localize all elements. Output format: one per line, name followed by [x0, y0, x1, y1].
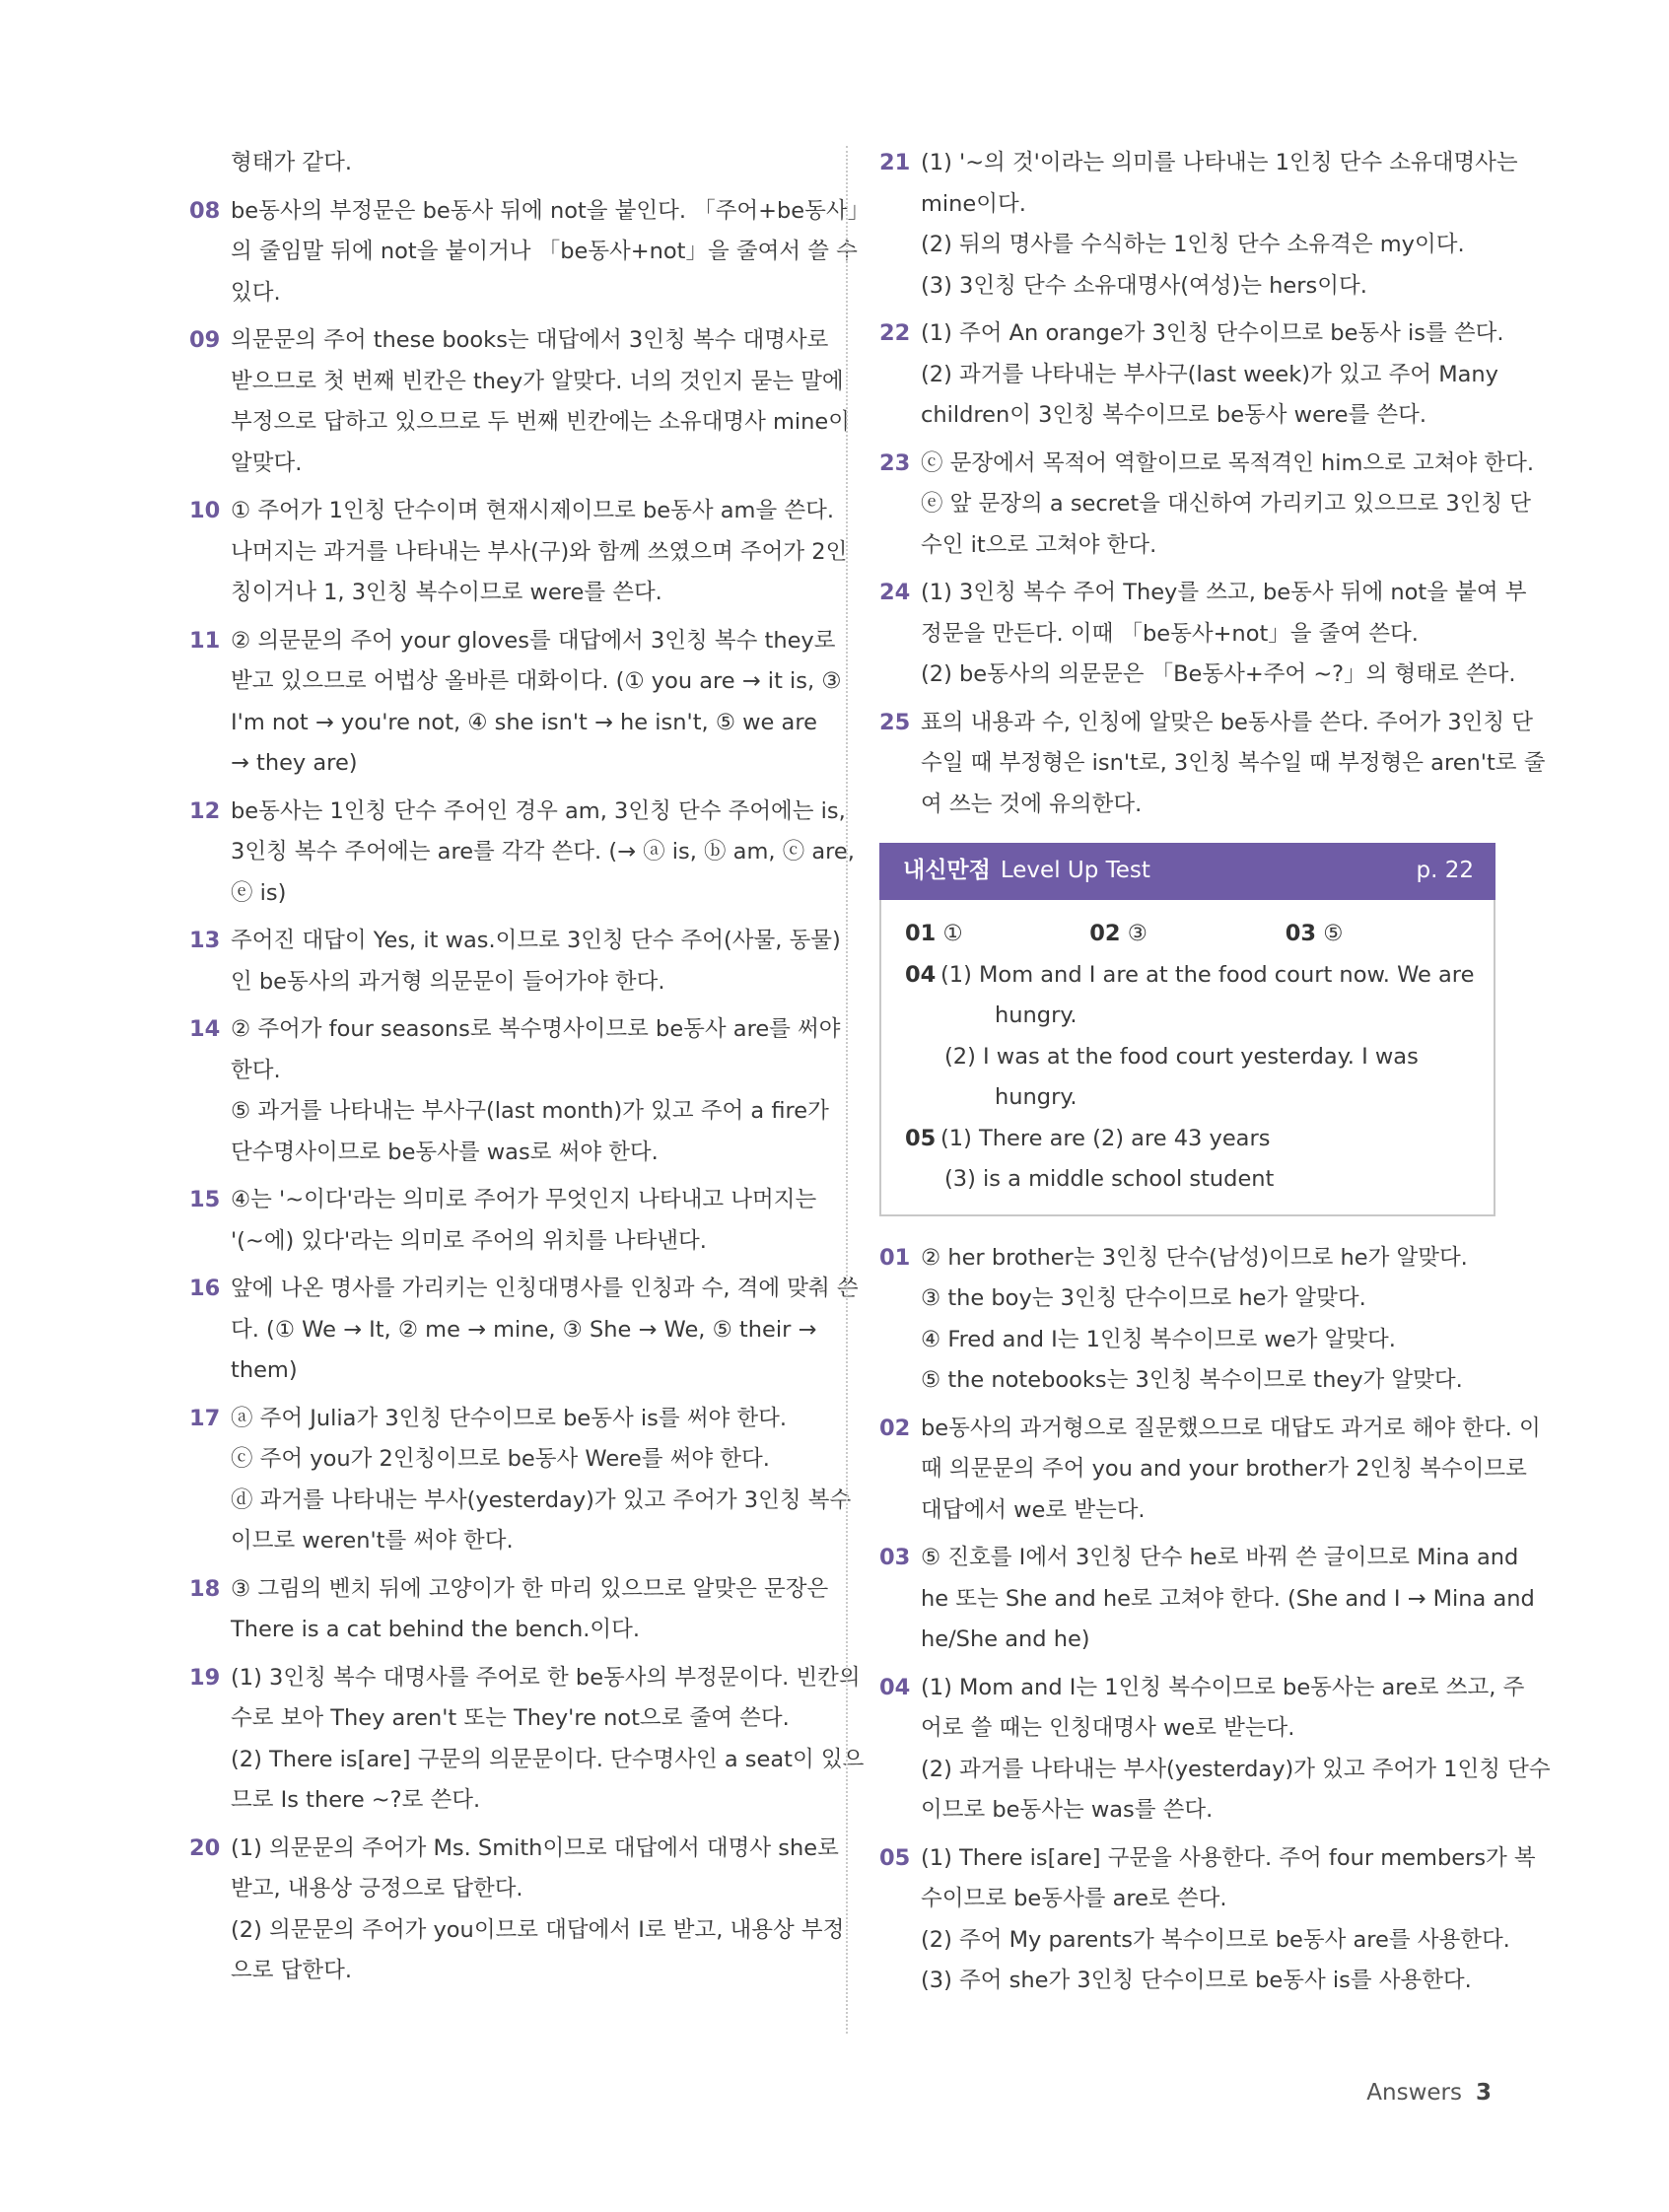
answer-item [189, 1658, 865, 1822]
left-answer-list [189, 143, 870, 1992]
level-up-test-header [879, 843, 1495, 900]
answer-number: 03 [879, 1545, 911, 1570]
box-page-ref: p. 22 [1416, 858, 1474, 884]
explanation-line: 의 줄임말 뒤에 not을 붙이거나 「be동사+not」을 줄여서 쓸 수 [231, 239, 858, 264]
explanation-line: ② 주어가 four seasons로 복수명사이므로 be동사 are를 써야 [231, 1016, 841, 1042]
answer-item [879, 1238, 1495, 1402]
explanation-line: 인 be동사의 과거형 의문문이 들어가야 한다. [231, 968, 665, 995]
quick-answers-row [905, 914, 1470, 955]
explanation-line: (1) '~의 것'이라는 의미를 나타내는 1인칭 단수 소유대명사는 [921, 150, 1518, 175]
answer-item [879, 573, 1527, 696]
quick-answer-04 [905, 955, 1475, 1119]
explanation-line: be동사의 과거형으로 질문했으므로 대답도 과거로 해야 한다. 이 [921, 1415, 1541, 1441]
explanation-line: (1) Mom and I는 1인칭 복수이므로 be동사는 are로 쓰고, 주 [921, 1674, 1525, 1700]
explanation-line: 받고 있으므로 어법상 올바른 대화이다. (① you are → it is, ③ [231, 668, 842, 694]
explanation-line: ④ Fred and I는 1인칭 복수이므로 we가 알맞다. [921, 1326, 1396, 1352]
answer-number: 22 [879, 320, 911, 346]
page-footer [1366, 2080, 1492, 2106]
explanation-line: ⓒ 문장에서 목적어 역할이므로 목적격인 him으로 고쳐야 한다. [921, 449, 1535, 476]
answer-item [189, 1180, 817, 1262]
explanation-line: 이므로 weren't를 써야 한다. [231, 1528, 514, 1554]
explanation-line: 칭이거나 1, 3인칭 복수이므로 were를 쓴다. [231, 580, 662, 605]
explanation-line: 형태가 같다. [231, 150, 352, 175]
explanation-line: ⓔ is) [231, 879, 287, 906]
answer-value: ⑤ [1323, 921, 1344, 946]
answer-number: 18 [189, 1575, 221, 1602]
explanation-line: ⓐ 주어 Julia가 3인칭 단수이므로 be동사 is를 써야 한다. [231, 1405, 787, 1431]
explanation-line: 대답에서 we로 받는다. [921, 1496, 1146, 1523]
explanation-line: → they are) [231, 750, 358, 776]
answer-item [189, 792, 855, 915]
answer-number: 23 [879, 449, 911, 476]
explanation-line: '(~에) 있다'라는 의미로 주어의 위치를 나타낸다. [231, 1227, 707, 1254]
answer-line: (2) I was at the food court yesterday. I was [944, 1043, 1419, 1070]
explanation-line: 한다. [231, 1057, 281, 1083]
quick-answer-01 [905, 914, 1089, 955]
quick-answer-05 [905, 1119, 1470, 1201]
answer-number: 24 [879, 580, 911, 605]
explanation-line: ⑤ the notebooks는 3인칭 복수이므로 they가 알맞다. [921, 1367, 1463, 1393]
explanation-line: 의문문의 주어 these books는 대답에서 3인칭 복수 대명사로 [231, 327, 829, 353]
answer-number: 14 [189, 1016, 221, 1042]
explanation-line: 3인칭 복수 주어에는 are를 각각 쓴다. (→ ⓐ is, ⓑ am, ⓒ are, [231, 839, 855, 864]
explanation-line: he 또는 She and he로 고쳐야 한다. (She and I → Mina and [921, 1585, 1535, 1612]
right-answer-list-top [879, 143, 1546, 825]
explanation-line: ⑤ 과거를 나타내는 부사구(last month)가 있고 주어 a fire가 [231, 1098, 829, 1124]
answer-number: 25 [879, 709, 911, 735]
explanation-line: (2) 의문문의 주어가 you이므로 대답에서 I로 받고, 내용상 부정 [231, 1916, 845, 1943]
explanation-line: (3) 3인칭 단수 소유대명사(여성)는 hers이다. [921, 272, 1367, 299]
explanation-line: 주어진 대답이 Yes, it was.이므로 3인칭 단수 주어(사물, 동물) [231, 928, 841, 953]
explanation-line: 부정으로 답하고 있으므로 두 번째 빈칸에는 소유대명사 mine이 [231, 409, 850, 435]
explanation-line: ③ the boy는 3인칭 단수이므로 he가 알맞다. [921, 1285, 1366, 1311]
explanation-line: 여 쓰는 것에 유의한다. [921, 791, 1143, 817]
answer-item [879, 143, 1518, 307]
explanation-line: 알맞다. [231, 449, 303, 476]
answer-item [879, 1409, 1541, 1532]
answer-number: 19 [189, 1664, 221, 1691]
page-number: 3 [1475, 2080, 1492, 2106]
answer-number: 04 [879, 1674, 911, 1700]
answer-item [879, 444, 1535, 567]
answer-item [189, 143, 808, 184]
explanation-line: 으로 답한다. [231, 1958, 352, 1983]
answer-item [189, 1569, 829, 1651]
answer-item [879, 1538, 1535, 1661]
explanation-line: 수이므로 be동사를 are로 쓴다. [921, 1886, 1227, 1911]
explanation-line: be동사의 부정문은 be동사 뒤에 not을 붙인다. 「주어+be동사」 [231, 197, 870, 224]
box-title-rest: Level Up Test [1000, 858, 1150, 884]
answer-number: 21 [879, 150, 911, 175]
explanation-line: ⓓ 과거를 나타내는 부사(yesterday)가 있고 주어가 3인칭 복수 [231, 1486, 852, 1513]
quick-answer-02 [1089, 914, 1286, 955]
right-column [879, 143, 1551, 2009]
level-up-test-answers [879, 900, 1495, 1216]
explanation-line: 므로 Is there ~?로 쓴다. [231, 1787, 481, 1813]
explanation-line: be동사는 1인칭 단수 주어인 경우 am, 3인칭 단수 주어에는 is, [231, 797, 846, 824]
explanation-line: children이 3인칭 복수이므로 be동사 were를 쓴다. [921, 402, 1427, 428]
answer-line: hungry. [995, 1084, 1078, 1110]
answer-number: 16 [189, 1276, 221, 1301]
explanation-line: 정문을 만든다. 이때 「be동사+not」을 줄여 쓴다. [921, 620, 1419, 647]
explanation-line: (3) 주어 she가 3인칭 단수이므로 be동사 is를 사용한다. [921, 1968, 1472, 1993]
box-title [903, 851, 1150, 892]
answer-number: 04 [905, 961, 937, 988]
answer-item [189, 1009, 841, 1173]
answer-number: 12 [189, 797, 221, 824]
explanation-line: 있다. [231, 279, 281, 306]
explanation-line: (2) There is[are] 구문의 의문문이다. 단수명사인 a seat이 있으 [231, 1746, 865, 1772]
explanation-line: (1) 3인칭 복수 주어 They를 쓰고, be동사 뒤에 not을 붙여 부 [921, 580, 1527, 605]
left-column [189, 143, 870, 1999]
answer-item [879, 313, 1504, 437]
answer-number: 05 [879, 1844, 911, 1871]
explanation-line: ④는 '~이다'라는 의미로 주어가 무엇인지 나타내고 나머지는 [231, 1187, 817, 1212]
answer-value: ③ [1127, 921, 1147, 946]
explanation-line: 단수명사이므로 be동사를 was로 써야 한다. [231, 1139, 659, 1165]
explanation-line: 이므로 be동사는 was를 쓴다. [921, 1797, 1214, 1823]
answer-item [189, 491, 848, 614]
footer-label: Answers [1366, 2080, 1462, 2106]
explanation-line: 다. (① We → It, ② me → mine, ③ She → We, ⑤ their → [231, 1316, 817, 1343]
box-title-bold: 내신만점 [903, 858, 991, 884]
answer-number: 11 [189, 627, 221, 654]
answer-number: 20 [189, 1834, 221, 1861]
answer-number: 13 [189, 928, 221, 953]
explanation-line: (1) 주어 An orange가 3인칭 단수이므로 be동사 is를 쓴다. [921, 320, 1504, 346]
explanation-line: mine이다. [921, 190, 1026, 217]
explanation-line: ⓔ 앞 문장의 a secret을 대신하여 가리키고 있으므로 3인칭 단 [921, 491, 1532, 517]
level-up-test-box [879, 843, 1495, 1216]
explanation-line: 받고, 내용상 긍정으로 답한다. [231, 1876, 523, 1901]
quick-answer-03 [1286, 914, 1470, 955]
answer-item [189, 1269, 859, 1392]
explanation-line: he/She and he) [921, 1626, 1090, 1652]
answer-item [879, 1838, 1536, 2002]
answer-value: ① [942, 921, 963, 946]
answer-item [189, 921, 841, 1002]
explanation-line: ⑤ 진호를 I에서 3인칭 단수 he로 바꿔 쓴 글이므로 Mina and [921, 1545, 1519, 1570]
answer-number: 05 [905, 1125, 937, 1151]
answer-number: 02 [879, 1415, 911, 1441]
explanation-line: (1) 3인칭 복수 대명사를 주어로 한 be동사의 부정문이다. 빈칸의 [231, 1664, 861, 1691]
column-divider [846, 146, 848, 2034]
explanation-line: (2) 과거를 나타내는 부사(yesterday)가 있고 주어가 1인칭 단수 [921, 1756, 1551, 1782]
explanation-line: 나머지는 과거를 나타내는 부사(구)와 함께 쓰였으며 주어가 2인 [231, 538, 848, 565]
answer-item [879, 1668, 1551, 1832]
answer-number: 08 [189, 197, 221, 224]
explanation-line: ② 의문문의 주어 your gloves를 대답에서 3인칭 복수 they로 [231, 627, 836, 654]
answer-item [189, 621, 842, 785]
explanation-line: 받으므로 첫 번째 빈칸은 they가 알맞다. 너의 것인지 묻는 말에 [231, 368, 844, 394]
answer-number: 17 [189, 1405, 221, 1431]
explanation-line: ⓒ 주어 you가 2인칭이므로 be동사 Were를 써야 한다. [231, 1446, 770, 1472]
answer-number: 15 [189, 1187, 221, 1212]
explanation-line: ② her brother는 3인칭 단수(남성)이므로 he가 알맞다. [921, 1244, 1468, 1271]
explanation-line: 때 의문문의 주어 you and your brother가 2인칭 복수이므로 [921, 1456, 1527, 1482]
explanation-line: I'm not → you're not, ④ she isn't → he isn't, ⑤ we are [231, 709, 817, 735]
answer-item [879, 703, 1546, 826]
answer-item [189, 1829, 845, 1992]
explanation-line: 수일 때 부정형은 isn't로, 3인칭 복수일 때 부정형은 aren't로 줄 [921, 750, 1546, 776]
explanation-line: (1) 의문문의 주어가 Ms. Smith이므로 대답에서 대명사 she로 [231, 1834, 839, 1861]
explanation-line: them) [231, 1357, 298, 1383]
explanation-line: (2) 뒤의 명사를 수식하는 1인칭 단수 소유격은 my이다. [921, 232, 1465, 257]
answer-line: (1) Mom and I are at the food court now. We are [940, 961, 1475, 988]
answer-number: 09 [189, 327, 221, 353]
answer-line: (1) There are (2) are 43 years [940, 1125, 1271, 1151]
explanation-line: ③ 그림의 벤치 뒤에 고양이가 한 마리 있으므로 알맞은 문장은 [231, 1575, 829, 1602]
explanation-line: 수로 보아 They aren't 또는 They're not으로 줄여 쓴다. [231, 1705, 790, 1731]
explanation-line: (1) There is[are] 구문을 사용한다. 주어 four members가 복 [921, 1844, 1536, 1871]
answer-line: hungry. [995, 1002, 1078, 1028]
answer-item [189, 1399, 852, 1562]
answer-number: 01 [879, 1244, 911, 1271]
answer-number: 02 [1089, 921, 1121, 946]
answer-number: 01 [905, 921, 937, 946]
answer-item [189, 320, 850, 484]
explanation-line: 앞에 나온 명사를 가리키는 인칭대명사를 인칭과 수, 격에 맞춰 쓴 [231, 1276, 859, 1301]
answer-number: 10 [189, 498, 221, 523]
explanation-line: (2) 과거를 나타내는 부사구(last week)가 있고 주어 Many [921, 361, 1498, 387]
explanation-line: ① 주어가 1인칭 단수이며 현재시제이므로 be동사 am을 쓴다. [231, 498, 834, 523]
right-answer-list-bottom [879, 1238, 1551, 2002]
explanation-line: (2) be동사의 의문문은 「Be동사+주어 ~?」의 형태로 쓴다. [921, 661, 1516, 687]
explanation-line: 수인 it으로 고쳐야 한다. [921, 531, 1157, 558]
explanation-line: 표의 내용과 수, 인칭에 알맞은 be동사를 쓴다. 주어가 3인칭 단 [921, 709, 1534, 735]
answer-item [189, 191, 870, 314]
explanation-line: 어로 쓸 때는 인칭대명사 we로 받는다. [921, 1715, 1295, 1741]
explanation-line: There is a cat behind the bench.이다. [231, 1617, 640, 1642]
answer-number: 03 [1285, 921, 1317, 946]
explanation-line: (2) 주어 My parents가 복수이므로 be동사 are를 사용한다. [921, 1926, 1510, 1953]
answer-line: (3) is a middle school student [944, 1166, 1275, 1192]
